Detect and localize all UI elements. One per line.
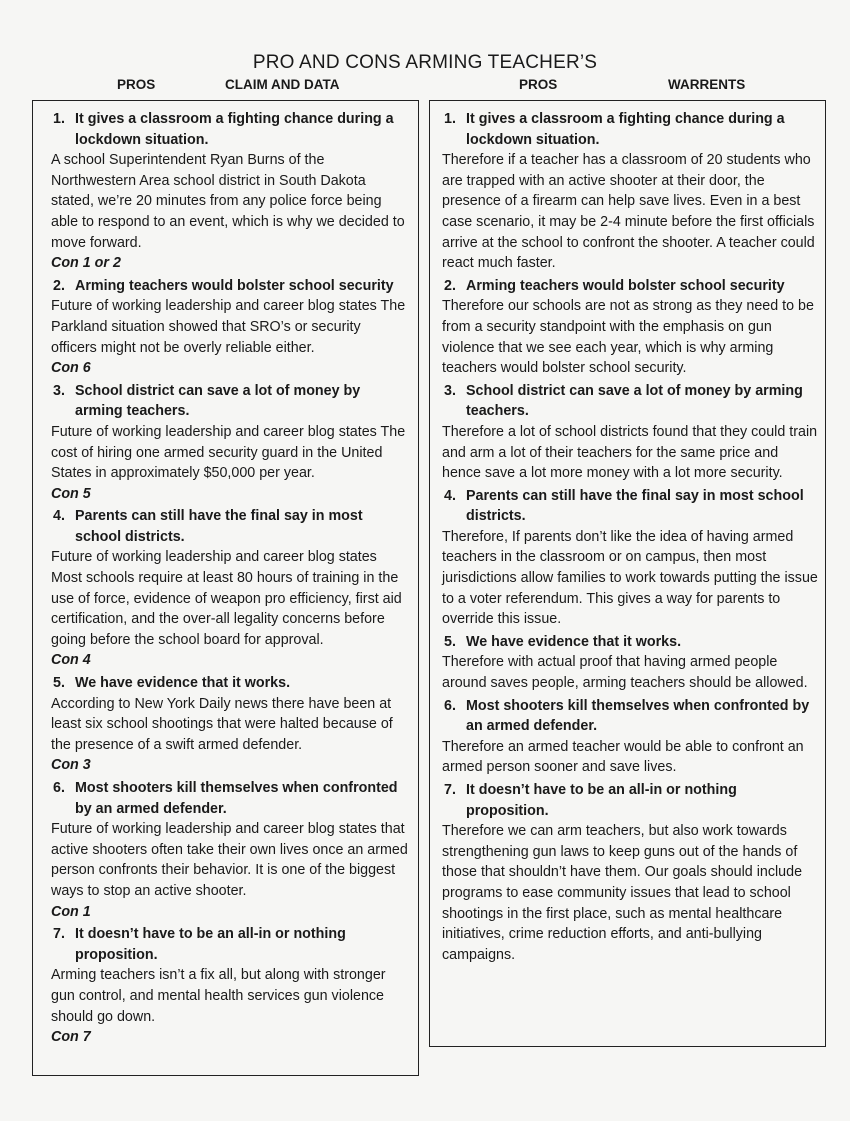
claim-item-4 [51, 506, 410, 671]
claim-item-heading [51, 506, 410, 547]
item-number: 3. [444, 382, 456, 399]
con-reference: Con 3 [51, 757, 91, 774]
claim-item-heading [51, 673, 410, 694]
pros-right-header: PROS [519, 77, 558, 92]
item-number: 7. [444, 782, 456, 798]
claim-item-2 [51, 276, 410, 379]
item-heading-text: Most shooters kill themselves when confronted by an armed defender. [466, 697, 810, 735]
claim-item-7 [51, 924, 410, 1048]
con-reference: Con 1 [51, 903, 91, 920]
warrant-item-body: Therefore our schools are not as strong as they need to be from a security standpoint with the emphasis on gun violence that we see each year, which is why arming teachers would bolster school security. [442, 298, 814, 377]
item-heading-text: Parents can still have the final say in most school districts. [466, 487, 804, 525]
warrant-item-heading [442, 109, 819, 150]
warrents-column [429, 100, 826, 1047]
claim-and-data-column [32, 100, 419, 1076]
warrant-item-heading [442, 486, 819, 527]
item-heading-text: We have evidence that it works. [466, 633, 682, 650]
item-number: 1. [444, 111, 456, 127]
item-heading-text: It doesn’t have to be an all-in or nothing proposition. [75, 926, 346, 963]
item-heading-text: It gives a classroom a fighting chance during a lockdown situation. [75, 111, 394, 148]
item-number: 4. [53, 508, 65, 525]
claim-item-body: Future of working leadership and career blog states Most schools require at least 80 hours of training in the use of force, evidence of weapon pro efficiency, first aid certification, and the over-all legality concerns before going before the school board for approval. [51, 549, 402, 648]
pros-left-header: PROS [117, 77, 156, 92]
warrents-header: WARRENTS [668, 77, 746, 92]
claim-item-heading [51, 381, 410, 422]
claim-item-body: Future of working leadership and career blog states The Parkland situation showed that SRO’s or security officers might not be overly reliable either. [51, 298, 406, 356]
item-number: 4. [444, 487, 456, 504]
warrant-item-2 [442, 276, 819, 379]
warrant-item-heading [442, 780, 819, 821]
claim-item-6 [51, 778, 410, 922]
item-number: 7. [53, 926, 65, 943]
item-number: 3. [53, 382, 65, 399]
warrant-item-heading [442, 696, 819, 737]
claim-item-heading [51, 109, 410, 150]
claim-item-5 [51, 673, 410, 776]
con-reference: Con 1 or 2 [51, 255, 121, 272]
warrant-item-body: Therefore, If parents don’t like the idea of having armed teachers in the classroom or on campus, then most jurisdictions allow families to work towards putting the issue to a voter referendum. This gives a way for parents to override this issue. [442, 528, 818, 628]
warrant-item-3 [442, 381, 819, 484]
item-heading-text: Parents can still have the final say in most school districts. [75, 508, 363, 545]
claim-item-1 [51, 109, 410, 274]
warrant-item-5 [442, 632, 819, 694]
item-heading-text: Most shooters kill themselves when confronted by an armed defender. [75, 780, 398, 817]
claim-item-body: According to New York Daily news there have been at least six school shootings that were halted because of the presence of a swift armed defender. [51, 695, 393, 753]
warrant-item-heading [442, 381, 819, 422]
con-reference: Con 6 [51, 360, 91, 377]
warrant-item-heading [442, 276, 819, 297]
warrant-item-6 [442, 696, 819, 778]
warrant-item-body: Therefore if a teacher has a classroom of 20 students who are trapped with an active shooter at their door, the presence of a firearm can help save lives. Even in a best case scenario, it may be 2-4 minute before the first officials arrive at the school to confront the shooter. A teacher could react much faster. [442, 152, 815, 272]
item-number: 5. [444, 633, 456, 650]
con-reference: Con 4 [51, 652, 91, 669]
warrant-item-body: Therefore an armed teacher would be able to confront an armed person sooner and save lives. [442, 738, 804, 776]
claim-item-heading [51, 778, 410, 819]
warrant-item-body: Therefore with actual proof that having armed people around saves people, arming teachers should be allowed. [442, 654, 808, 692]
warrant-item-4 [442, 486, 819, 630]
item-number: 6. [53, 780, 65, 796]
warrant-item-7 [442, 780, 819, 965]
warrant-item-body: Therefore we can arm teachers, but also work towards strengthening gun laws to keep guns out of the hands of those that shouldn’t have them. Our goals should include programs to ease community issues that lead to school shootings in the first place, such as mental healthcare initiatives, crime reduction efforts, and anti-bullying campaigns. [442, 823, 803, 963]
claim-and-data-header: CLAIM AND DATA [225, 77, 340, 92]
item-heading-text: We have evidence that it works. [75, 675, 291, 692]
claim-item-heading [51, 276, 410, 297]
item-heading-text: Arming teachers would bolster school security [466, 277, 785, 294]
item-heading-text: School district can save a lot of money by arming teachers. [466, 382, 803, 420]
page-title: PRO AND CONS ARMING TEACHER’S [252, 52, 598, 73]
warrant-item-1 [442, 109, 819, 274]
claim-item-3 [51, 381, 410, 505]
item-heading-text: It doesn’t have to be an all-in or nothing proposition. [466, 782, 737, 819]
item-number: 6. [444, 697, 456, 714]
item-heading-text: It gives a classroom a fighting chance during a lockdown situation. [466, 111, 785, 148]
item-number: 2. [444, 277, 456, 294]
item-number: 2. [53, 277, 65, 294]
con-reference: Con 7 [51, 1029, 91, 1046]
item-heading-text: Arming teachers would bolster school security [75, 277, 394, 294]
claim-item-body: Future of working leadership and career blog states that active shooters often take their own lives once an armed person confronts their behavior. It is one of the biggest ways to stop an active shooter. [51, 821, 408, 899]
item-number: 1. [53, 111, 65, 127]
item-heading-text: School district can save a lot of money by arming teachers. [75, 382, 361, 420]
con-reference: Con 5 [51, 485, 91, 502]
claim-item-body: Future of working leadership and career blog states The cost of hiring one armed security guard in the United States in approximately $50,000 per year. [51, 423, 406, 482]
claim-item-body: A school Superintendent Ryan Burns of the Northwestern Area school district in South Dakota stated, we’re 20 minutes from any police force being able to respond to an event, which is why we decided to move forward. [51, 152, 405, 251]
claim-item-body: Arming teachers isn’t a fix all, but along with stronger gun control, and mental health services gun violence should go down. [51, 967, 386, 1025]
warrant-item-heading [442, 632, 819, 653]
warrant-item-body: Therefore a lot of school districts found that they could train and arm a lot of their teachers for the same price and hence save a lot more money with a lot more security. [442, 423, 818, 482]
claim-item-heading [51, 924, 410, 965]
item-number: 5. [53, 675, 65, 692]
